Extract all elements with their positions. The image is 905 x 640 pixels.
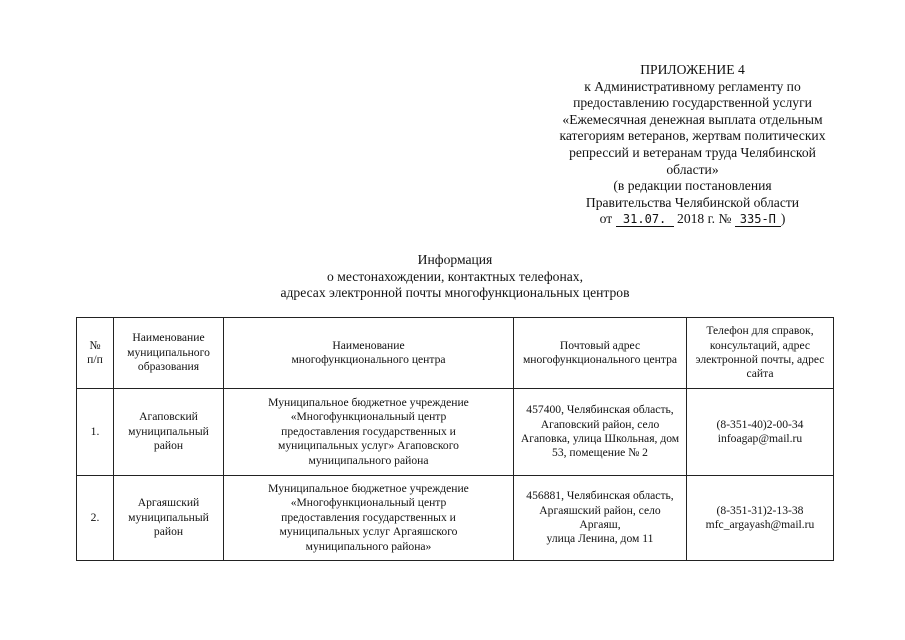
row-contacts [687,476,834,561]
info-title: Информация [417,252,493,267]
header-address: Почтовый адрес многофункционального центра [514,318,687,389]
closing-paren: ) [780,211,786,227]
mfc-table [76,317,834,561]
row-email[interactable]: mfc_argayash@mail.ru [705,518,815,531]
row-address: 457400, Челябинская область, Агаповский район, село Агаповка, улица Школьная, дом 53, помещение № 2 [514,389,687,476]
row-municipality: Аргаяшский муниципальный район [114,476,224,561]
appendix-title: ПРИЛОЖЕНИЕ 4 [640,62,745,77]
row-phone: (8-351-31)2-13-38 [716,503,804,517]
handwritten-doc-number: 335-П [735,213,781,227]
row-address: 456881, Челябинская область, Аргаяшский район, село Аргаяш, улица Ленина, дом 11 [514,476,687,561]
row-contacts [687,389,834,476]
row-email[interactable]: infoagap@mail.ru [717,432,803,445]
info-heading [230,252,680,302]
appendix-line: к Административному регламенту по [584,78,801,94]
appendix-line: области» [666,161,719,177]
info-subtitle: о местонахождении, контактных телефонах, [327,268,583,284]
handwritten-date: 31.07. [616,213,674,227]
appendix-line: (в редакции постановления [613,178,772,194]
appendix-line: репрессий и ветеранам труда Челябинской [569,144,816,160]
row-phone: (8-351-40)2-00-34 [716,417,804,431]
header-municipality: Наименование муниципального образования [114,318,224,389]
header-center-name: Наименование многофункционального центра [224,318,514,389]
row-number: 1. [77,389,114,476]
row-number: 2. [77,476,114,561]
date-prefix: от [599,211,613,227]
table-row [77,476,834,561]
appendix-line: «Ежемесячная денежная выплата отдельным [562,111,823,127]
row-municipality: Агаповский муниципальный район [114,389,224,476]
appendix-date-line [520,211,865,228]
table-header-row [77,318,834,389]
appendix-line: Правительства Челябинской области [585,194,800,210]
appendix-line: категориям ветеранов, жертвам политических [559,128,826,144]
appendix-header [520,62,865,228]
year-text: 2018 г. № [677,211,732,227]
header-number: № п/п [77,318,114,389]
table-row [77,389,834,476]
row-center-name: Муниципальное бюджетное учреждение «Многофункциональный центр предоставления государственных и муниципальных услуг» Агаповского муниципального района [224,389,514,476]
appendix-line: предоставлению государственной услуги [573,95,812,111]
info-subtitle: адресах электронной почты многофункциональных центров [280,285,630,301]
header-contacts: Телефон для справок, консультаций, адрес электронной почты, адрес сайта [687,318,834,389]
row-center-name: Муниципальное бюджетное учреждение «Многофункциональный центр предоставления государственных и муниципальных услуг Аргаяшского муниципального района» [224,476,514,561]
